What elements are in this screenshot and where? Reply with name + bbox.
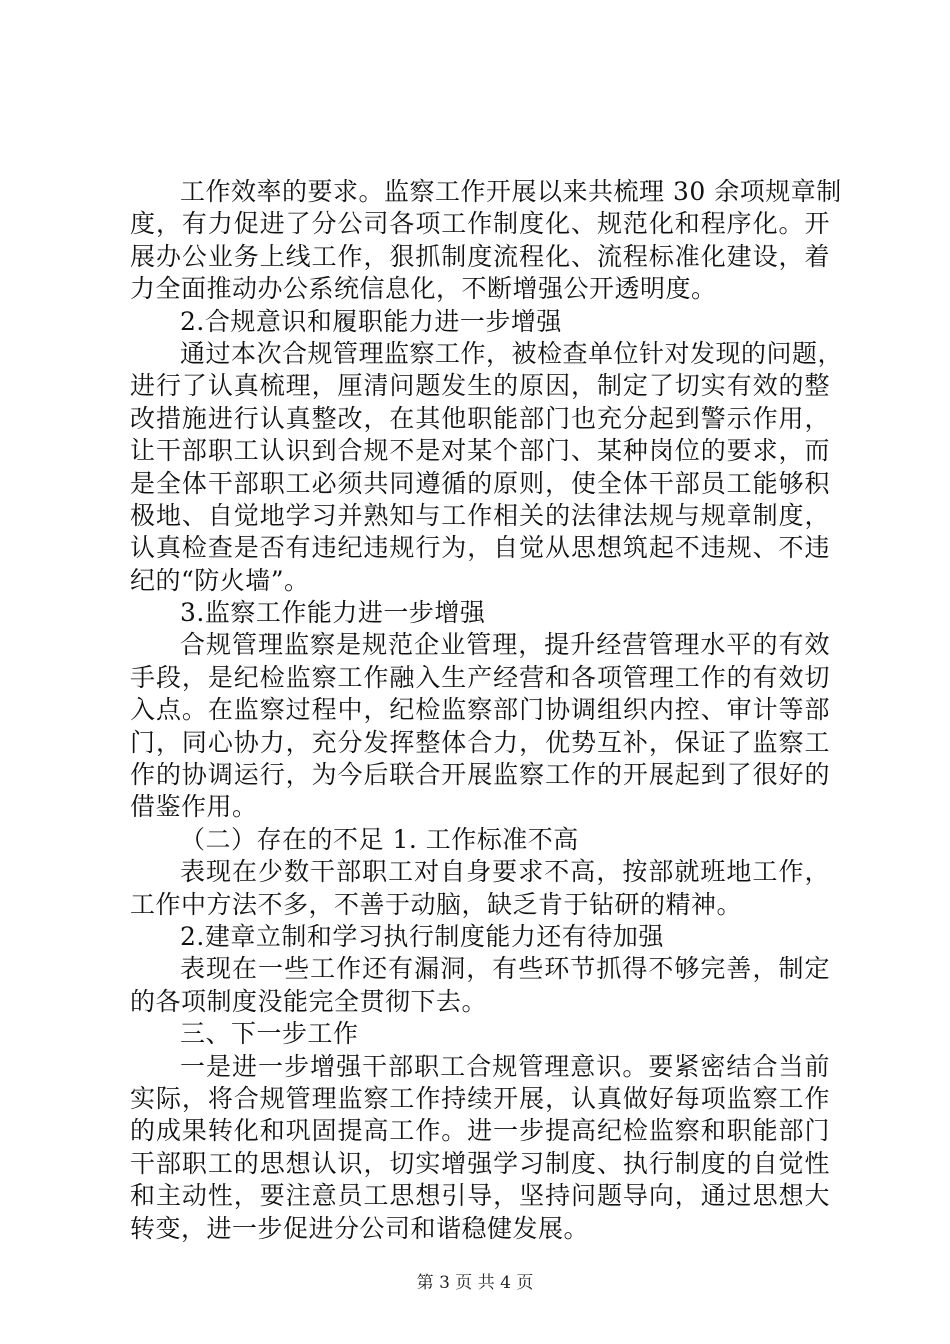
paragraph-line: 通过本次合规管理监察工作，被检查单位针对发现的问题， [180,338,844,368]
paragraph-line: 2.建章立制和学习执行制度能力还有待加强 [180,921,664,951]
paragraph-line: 的成果转化和巩固提高工作。进一步提高纪检监察和职能部门 [130,1116,830,1146]
paragraph-line: 极地、自觉地学习并熟知与工作相关的法律法规与规章制度， [130,500,830,530]
paragraph-line: 工作中方法不多，不善于动脑，缺乏肯于钻研的精神。 [130,889,743,919]
paragraph-line: （二）存在的不足 1. 工作标准不高 [180,824,579,854]
paragraph [130,1051,830,1245]
paragraph-line: 度，有力促进了分公司各项工作制度化、规范化和程序化。开 [130,209,830,239]
paragraph-line: 干部职工的思想认识，切实增强学习制度、执行制度的自觉性 [130,1148,830,1178]
paragraph-line: 一是进一步增强干部职工合规管理意识。要紧密结合当前 [180,1051,830,1081]
paragraph-line: 作的协调运行，为今后联合开展监察工作的开展起到了很好的 [130,760,830,790]
paragraph-line: 的各项制度没能完全贯彻下去。 [130,986,488,1016]
paragraph [130,824,830,856]
paragraph [130,629,830,823]
paragraph-line: 表现在少数干部职工对自身要求不高，按部就班地工作， [180,857,830,887]
paragraph-line: 是全体干部职工必须共同遵循的原则，使全体干部员工能够积 [130,468,830,498]
paragraph-line: 转变，进一步促进分公司和谐稳健发展。 [130,1213,590,1243]
paragraph-line: 2.合规意识和履职能力进一步增强 [180,306,562,336]
paragraph [130,1018,830,1050]
paragraph-line: 纪的“防火墙”。 [130,565,310,595]
paragraph [130,338,844,597]
paragraph [130,953,830,1018]
document-body [130,176,844,1245]
paragraph-line: 门，同心协力，充分发挥整体合力，优势互补，保证了监察工 [130,727,830,757]
paragraph-line: 实际，将合规管理监察工作持续开展，认真做好每项监察工作 [130,1083,830,1113]
paragraph-line: 借鉴作用。 [130,792,258,822]
paragraph-line: 改措施进行认真整改，在其他职能部门也充分起到警示作用， [130,403,830,433]
paragraph-line: 展办公业务上线工作，狠抓制度流程化、流程标准化建设，着 [130,241,830,271]
paragraph [130,176,842,306]
paragraph-line: 让干部职工认识到合规不是对某个部门、某种岗位的要求，而 [130,436,830,466]
paragraph-line: 工作效率的要求。监察工作开展以来共梳理 30 余项规章制 [180,177,842,206]
page-footer: 第 3 页 共 4 页 [416,1273,534,1293]
paragraph-line: 认真检查是否有违纪违规行为，自觉从思想筑起不违规、不违 [130,533,830,563]
paragraph-line: 表现在一些工作还有漏洞，有些环节抓得不够完善，制定 [180,954,830,984]
paragraph-line: 手段，是纪检监察工作融入生产经营和各项管理工作的有效切 [130,662,830,692]
paragraph [130,306,830,338]
paragraph-line: 和主动性，要注意员工思想引导，坚持问题导向，通过思想大 [130,1181,830,1211]
paragraph-line: 合规管理监察是规范企业管理，提升经营管理水平的有效 [180,630,830,660]
paragraph-line: 入点。在监察过程中，纪检监察部门协调组织内控、审计等部 [130,695,830,725]
paragraph [130,921,830,953]
paragraph-line: 3.监察工作能力进一步增强 [180,598,486,628]
paragraph [130,856,830,921]
paragraph-line: 进行了认真梳理，厘清问题发生的原因，制定了切实有效的整 [130,371,830,401]
paragraph [130,597,830,629]
paragraph-line: 三、下一步工作 [180,1019,359,1049]
paragraph-line: 力全面推动办公系统信息化，不断增强公开透明度。 [130,274,717,304]
